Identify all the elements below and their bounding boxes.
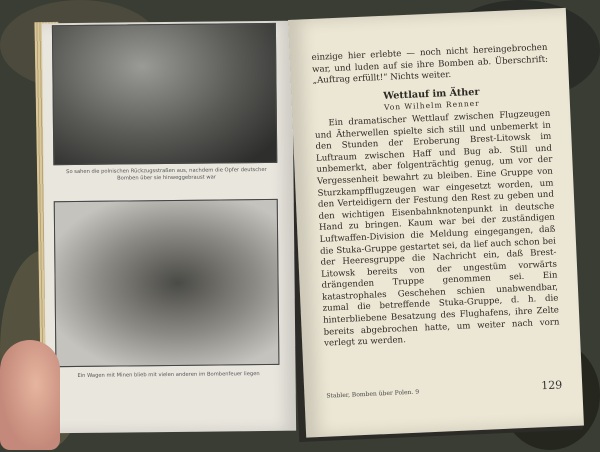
photo-caption-bottom: Ein Wagen mit Minen blieb mit vielen anderen im Bombenfeuer liegen (77, 371, 260, 379)
photo-destroyed-road (52, 23, 277, 165)
chapter-author: Von Wilhelm Renner (383, 99, 480, 113)
photo-abandoned-wagon (54, 199, 280, 367)
body-paragraph: Ein dramatischer Wettlauf zwischen Flugzeugen und Ätherwellen spielte sich still und unbemerkt in den Stunden der Eroberung Brest-Litowsk im Luftraum zwischen Haff und Bug ab. Still und unbemerkt, aber folgenträchtig genug, um vor der Vergessenheit bewahrt zu bleiben. Eine Gruppe von Sturzkampfflugzeugen war eingesetzt worden, um den Verteidigern der Festung den Rest zu geben und den wichtigen Eisenbahnknotenpunkt in deutsche Hand zu bringen. Kaum war bei der zuständigen Luftwaffen-Division die Meldung eingegangen, daß die Stuka-Gruppe gestartet sei, da lief auch schon bei der Heeresgruppe die Nachricht ein, daß Brest-Litowsk bereits von der ungestüm vorwärts drängenden Truppe genommen sei. Ein katastrophales Geschehen schien unabwendbar, zumal die betreffende Stuka-Gruppe, d. h. die hinterbliebene Besatzung des Flughafens, ihre Zelte bereits abgebrochen hatte, um weiter nach vorn verlegt zu werden. (314, 108, 560, 349)
chapter-title: Wettlauf im Äther (383, 86, 480, 102)
thumb (0, 340, 60, 450)
footer-signature: Stabler, Bomben über Polen. 9 (326, 388, 420, 400)
page-footer (326, 378, 563, 406)
page-text (311, 43, 560, 351)
right-page (288, 8, 584, 438)
photo-caption-top: So sahen die polnischen Rückzugsstraßen aus, nachdem die Opfer deutscher Bomben über sie hinweggebraust war (66, 166, 267, 182)
intro-paragraph: einzige hier erlebte — noch nicht hereingebrochen war, und luden auf sie ihre Bomben ab. Überschrift: „Auftrag erfüllt!“ Nichts weiter. (311, 42, 549, 87)
left-page (42, 21, 296, 434)
page-number: 129 (540, 378, 563, 393)
